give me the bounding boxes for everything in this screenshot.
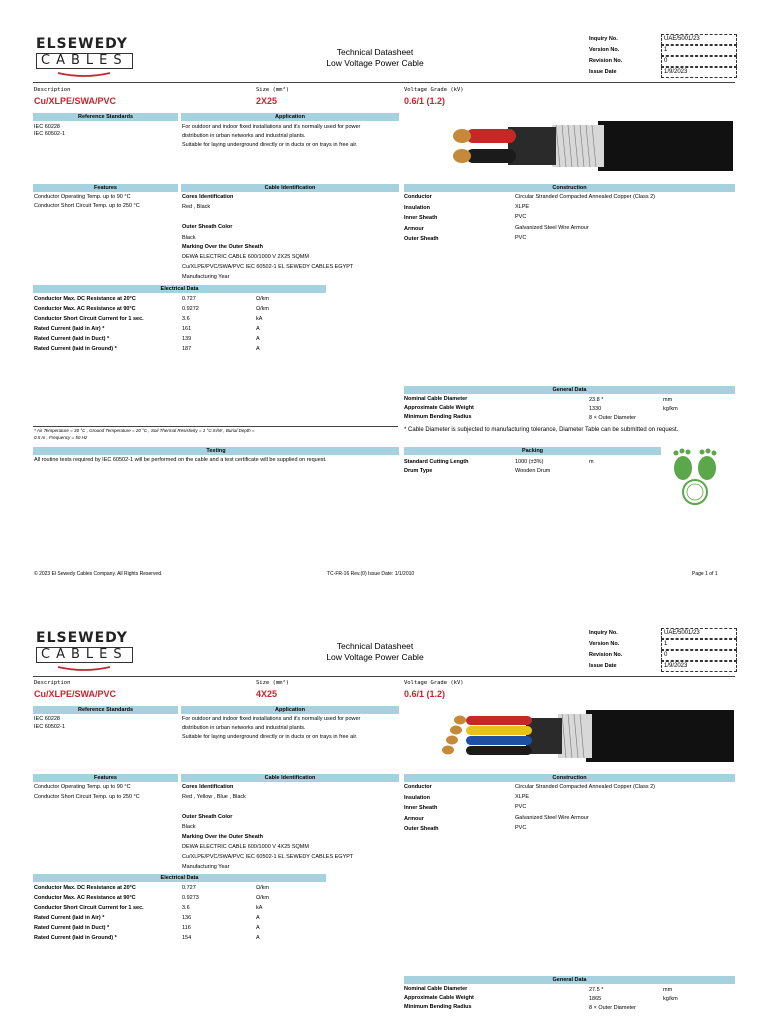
marking-line: DEWA ELECTRIC CABLE 600/1000 V 4X25 SQMM — [182, 844, 309, 850]
marking-line: Cu/XLPE/PVC/SWA/PVC IEC 60502-1 EL SEWEDY CABLES EGYPT — [182, 264, 354, 270]
electrical-value: 161 — [182, 326, 192, 332]
general-value: 27.5 * — [589, 987, 604, 993]
company-logo-top: ELSEWEDY — [36, 36, 128, 52]
general-unit: mm — [663, 397, 673, 403]
ref-std-item: IEC 60502-1 — [34, 131, 65, 137]
application-line: distribution in urban networks and industrial plants. — [182, 133, 306, 139]
revision-value: 0 — [661, 56, 737, 67]
construction-value: XLPE — [515, 204, 530, 210]
inquiry-value: UAE/5001/23 — [661, 628, 737, 639]
electrical-unit: Ω/km — [256, 296, 269, 302]
feature-item: Conductor Operating Temp. up to 90 °C — [34, 784, 131, 790]
general-unit: mm — [663, 987, 673, 993]
footer-copyright: © 2023 El Sewedy Cables Company. All Rights Reserved. — [34, 571, 163, 577]
electrical-value: 0.9273 — [182, 895, 199, 901]
electrical-key: Conductor Max. AC Resistance at 90°C — [34, 895, 136, 901]
voltage-value: 0.6/1 (1.2) — [404, 96, 446, 106]
general-key: Minimum Bending Radius — [404, 1004, 472, 1010]
logo-swoosh — [56, 664, 112, 672]
footnote-line: * Air Temperature = 30 °C , Ground Temperature = 20 °C , Soil Thermal Resistivity = 1 °C.m/W , Burial Depth = — [34, 428, 255, 433]
electrical-unit: A — [256, 346, 260, 352]
version-value: 1 — [661, 45, 737, 56]
revision-value: 0 — [661, 650, 737, 661]
construction-key: Conductor — [404, 784, 432, 790]
marking-label: Marking Over the Outer Sheath — [182, 834, 263, 840]
description-label: Description — [34, 87, 71, 93]
company-logo-top: ELSEWEDY — [36, 630, 128, 646]
footnote-line: 0.5 m , Frequency = 50 Hz — [34, 435, 88, 440]
electrical-key: Conductor Short Circuit Current for 1 sec. — [34, 905, 144, 911]
construction-value: PVC — [515, 804, 527, 810]
electrical-key: Rated Current (laid in Ground) * — [34, 935, 117, 941]
version-label: Version No. — [589, 47, 620, 53]
packing-header: Packing — [404, 447, 661, 455]
marking-label: Marking Over the Outer Sheath — [182, 244, 263, 250]
datasheet-page-2 — [0, 594, 768, 1024]
packing-key: Drum Type — [404, 468, 433, 474]
outer-sheath-color-value: Black — [182, 824, 196, 830]
ref-std-item: IEC 60228 — [34, 716, 60, 722]
electrical-value: 3.6 — [182, 905, 190, 911]
construction-key: Outer Sheath — [404, 826, 439, 832]
construction-key: Armour — [404, 816, 424, 822]
marking-line: Manufacturing Year — [182, 274, 230, 280]
electrical-value: 187 — [182, 346, 192, 352]
general-unit: kg/km — [663, 996, 678, 1002]
construction-value: XLPE — [515, 794, 530, 800]
electrical-key: Rated Current (laid in Ground) * — [34, 346, 117, 352]
voltage-value: 0.6/1 (1.2) — [404, 689, 446, 699]
eco-footprint-seal — [665, 446, 735, 508]
electrical-unit: A — [256, 915, 260, 921]
issue-date-value: 1/9/2023 — [661, 67, 737, 78]
cores-identification-value: Red , Yellow , Blue , Black — [182, 794, 246, 800]
electrical-value: 0.9272 — [182, 306, 199, 312]
outer-sheath-color-label: Outer Sheath Color — [182, 814, 233, 820]
marking-line: Cu/XLPE/PVC/SWA/PVC IEC 60502-1 EL SEWEDY CABLES EGYPT — [182, 854, 354, 860]
construction-key: Armour — [404, 226, 424, 232]
application-line: Suitable for laying underground directly or in ducts or on trays in free air. — [182, 142, 358, 148]
description-value: Cu/XLPE/SWA/PVC — [34, 96, 117, 106]
general-value: 1865 — [589, 996, 602, 1002]
general-data-header: General Data — [404, 386, 735, 394]
construction-value: PVC — [515, 214, 527, 220]
packing-value: Wooden Drum — [515, 468, 551, 474]
electrical-key: Conductor Max. DC Resistance at 20°C — [34, 296, 136, 302]
inquiry-label: Inquiry No. — [589, 36, 618, 42]
company-logo-bottom: CABLES — [36, 647, 133, 663]
voltage-label: Voltage Grade (kV) — [404, 87, 464, 93]
construction-header: Construction — [404, 184, 735, 192]
size-label: Size (mm²) — [256, 87, 290, 93]
construction-header: Construction — [404, 774, 735, 782]
reference-standards-header: Reference Standards — [33, 113, 178, 121]
construction-value: PVC — [515, 825, 527, 831]
revision-label: Revision No. — [589, 652, 623, 658]
electrical-key: Rated Current (laid in Duct) * — [34, 336, 110, 342]
cores-identification-value: Red , Black — [182, 204, 211, 210]
outer-sheath-color-label: Outer Sheath Color — [182, 224, 233, 230]
company-logo-bottom: CABLES — [36, 53, 133, 69]
footer-form-ref: TC-FR-16 Rev.(0) Issue Date: 1/1/2010 — [327, 571, 415, 577]
cable-identification-header: Cable Identification — [181, 184, 399, 192]
electrical-unit: A — [256, 935, 260, 941]
electrical-unit: A — [256, 925, 260, 931]
electrical-value: 136 — [182, 915, 192, 921]
feature-item: Conductor Short Circuit Temp. up to 250 °C — [34, 794, 140, 800]
electrical-data-header: Electrical Data — [33, 285, 326, 293]
version-value: 1 — [661, 639, 737, 650]
electrical-key: Rated Current (laid in Air) * — [34, 326, 105, 332]
packing-value: 1000 (±3%) — [515, 459, 544, 465]
electrical-data-header: Electrical Data — [33, 874, 326, 882]
diameter-note: * Cable Diameter is subjected to manufacturing tolerance, Diameter Table can be submitted on request. — [404, 427, 679, 433]
construction-value: Galvanized Steel Wire Armour — [515, 815, 589, 821]
description-label: Description — [34, 680, 71, 686]
application-header: Application — [181, 113, 399, 121]
general-value: 1330 — [589, 406, 602, 412]
construction-value: Circular Stranded Compacted Annealed Copper (Class 2) — [515, 784, 656, 790]
doc-title: Technical Datasheet — [336, 641, 414, 651]
footnote-rule — [33, 426, 398, 427]
construction-key: Outer Sheath — [404, 236, 439, 242]
issue-date-label: Issue Date — [589, 69, 617, 75]
header-rule — [33, 676, 735, 677]
electrical-key: Rated Current (laid in Air) * — [34, 915, 105, 921]
electrical-value: 154 — [182, 935, 192, 941]
general-key: Approximate Cable Weight — [404, 995, 474, 1001]
construction-key: Insulation — [404, 795, 430, 801]
feature-item: Conductor Short Circuit Temp. up to 250 °C — [34, 203, 140, 209]
electrical-unit: A — [256, 326, 260, 332]
construction-key: Inner Sheath — [404, 805, 438, 811]
application-line: distribution in urban networks and industrial plants. — [182, 725, 306, 731]
issue-date-value: 1/9/2023 — [661, 661, 737, 672]
electrical-unit: Ω/km — [256, 895, 269, 901]
construction-key: Conductor — [404, 194, 432, 200]
ref-std-item: IEC 60228 — [34, 124, 60, 130]
size-label: Size (mm²) — [256, 680, 290, 686]
general-key: Approximate Cable Weight — [404, 405, 474, 411]
ref-std-item: IEC 60502-1 — [34, 724, 65, 730]
general-key: Nominal Cable Diameter — [404, 986, 468, 992]
doc-subtitle: Low Voltage Power Cable — [326, 58, 424, 68]
electrical-unit: Ω/km — [256, 306, 269, 312]
electrical-value: 139 — [182, 336, 192, 342]
outer-sheath-color-value: Black — [182, 235, 196, 241]
description-value: Cu/XLPE/SWA/PVC — [34, 689, 117, 699]
reference-standards-header: Reference Standards — [33, 706, 178, 714]
voltage-label: Voltage Grade (kV) — [404, 680, 464, 686]
size-value: 4X25 — [256, 689, 278, 699]
electrical-value: 116 — [182, 925, 191, 931]
construction-key: Inner Sheath — [404, 215, 438, 221]
features-header: Features — [33, 184, 178, 192]
doc-title: Technical Datasheet — [336, 47, 414, 57]
construction-key: Insulation — [404, 205, 430, 211]
application-line: For outdoor and indoor fixed installations and it's normally used for power — [182, 124, 361, 130]
footer-page-number: Page 1 of 1 — [692, 571, 718, 577]
marking-line: DEWA ELECTRIC CABLE 600/1000 V 2X25 SQMM — [182, 254, 309, 260]
general-unit: kg/km — [663, 406, 678, 412]
doc-subtitle: Low Voltage Power Cable — [326, 652, 424, 662]
general-data-header: General Data — [404, 976, 735, 984]
marking-line: Manufacturing Year — [182, 864, 230, 870]
electrical-unit: kA — [256, 316, 263, 322]
electrical-unit: kA — [256, 905, 263, 911]
application-line: Suitable for laying underground directly or in ducts or on trays in free air. — [182, 734, 358, 740]
revision-label: Revision No. — [589, 58, 623, 64]
construction-value: Circular Stranded Compacted Annealed Copper (Class 2) — [515, 194, 656, 200]
construction-value: PVC — [515, 235, 527, 241]
electrical-value: 0.727 — [182, 885, 196, 891]
construction-value: Galvanized Steel Wire Armour — [515, 225, 589, 231]
packing-unit: m — [589, 459, 594, 465]
general-key: Nominal Cable Diameter — [404, 396, 468, 402]
packing-key: Standard Cutting Length — [404, 459, 469, 465]
general-key: Minimum Bending Radius — [404, 414, 472, 420]
electrical-key: Conductor Max. DC Resistance at 20°C — [34, 885, 136, 891]
electrical-key: Rated Current (laid in Duct) * — [34, 925, 110, 931]
testing-text: All routine tests required by IEC 60502-1 will be performed on the cable and a test certificate will be supplied on request. — [34, 457, 327, 463]
electrical-key: Conductor Short Circuit Current for 1 sec. — [34, 316, 144, 322]
electrical-value: 0.727 — [182, 296, 196, 302]
header-rule — [33, 82, 735, 83]
electrical-unit: Ω/km — [256, 885, 269, 891]
application-line: For outdoor and indoor fixed installations and it's normally used for power — [182, 716, 361, 722]
logo-swoosh — [56, 70, 112, 78]
application-header: Application — [181, 706, 399, 714]
issue-date-label: Issue Date — [589, 663, 617, 669]
cores-identification-label: Cores Identification — [182, 194, 234, 200]
cable-cross-section-image — [448, 115, 733, 175]
cable-cross-section-image — [436, 706, 734, 766]
general-value: 8 × Outer Diameter — [589, 1005, 636, 1011]
general-value: 8 × Outer Diameter — [589, 415, 636, 421]
features-header: Features — [33, 774, 178, 782]
cable-identification-header: Cable Identification — [181, 774, 399, 782]
testing-header: Testing — [33, 447, 399, 455]
version-label: Version No. — [589, 641, 620, 647]
inquiry-value: UAE/5001/23 — [661, 34, 737, 45]
size-value: 2X25 — [256, 96, 278, 106]
electrical-value: 3.6 — [182, 316, 190, 322]
electrical-unit: A — [256, 336, 260, 342]
electrical-key: Conductor Max. AC Resistance at 90°C — [34, 306, 136, 312]
feature-item: Conductor Operating Temp. up to 90 °C — [34, 194, 131, 200]
inquiry-label: Inquiry No. — [589, 630, 618, 636]
cores-identification-label: Cores Identification — [182, 784, 234, 790]
general-value: 23.8 * — [589, 397, 604, 403]
